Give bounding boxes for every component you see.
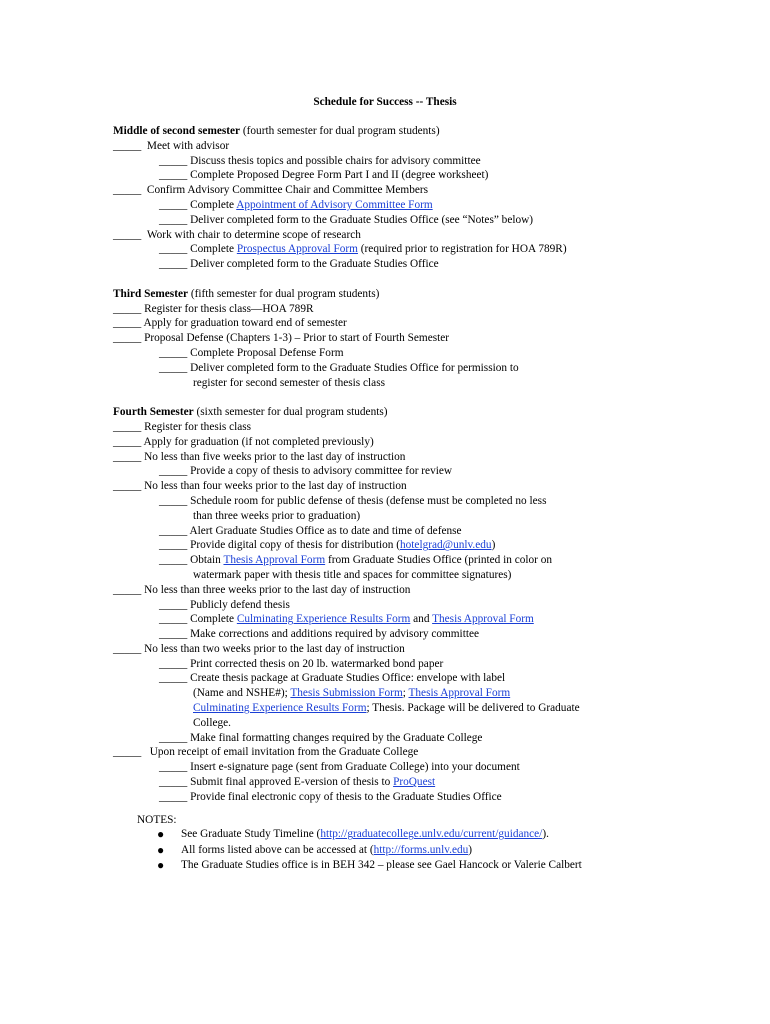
checklist-subitem-continued: watermark paper with thesis title and spaces for committee signatures) (193, 568, 512, 581)
checklist-subitem-continued: (Name and NSHE#); Thesis Submission Form; Thesis Approval Form (193, 687, 511, 700)
checklist-subitem: _____ Deliver completed form to the Graduate Studies Office (see “Notes” below) (159, 213, 534, 226)
checklist-subitem: _____ Complete Appointment of Advisory Committee Form (159, 198, 433, 211)
checklist-subitem: _____ Deliver completed form to the Graduate Studies Office for permission to (159, 361, 519, 374)
checklist-subitem: _____ Insert e-signature page (sent from Graduate College) into your document (159, 761, 520, 774)
checklist-subitem: _____ Discuss thesis topics and possible chairs for advisory committee (159, 154, 481, 167)
checklist-subitem: _____ Provide final electronic copy of thesis to the Graduate Studies Office (159, 790, 502, 803)
proquest-link[interactable]: ProQuest (393, 776, 436, 789)
checklist-subitem: _____ Publicly defend thesis (159, 598, 290, 611)
checklist-subitem-continued: Culminating Experience Results Form; Thesis. Package will be delivered to Graduate (193, 702, 580, 715)
note-item: ● The Graduate Studies office is in BEH 342 – please see Gael Hancock or Valerie Calbert (157, 858, 582, 873)
checklist-subitem: _____ Alert Graduate Studies Office as to date and time of defense (159, 524, 462, 537)
notes-heading: NOTES: (137, 813, 177, 826)
checklist-item: _____ Work with chair to determine scope of research (113, 228, 361, 241)
bullet-icon: ● (157, 827, 165, 842)
checklist-subitem: _____ Obtain Thesis Approval Form from Graduate Studies Office (printed in color on (159, 554, 553, 567)
note-item: ● See Graduate Study Timeline (http://graduatecollege.unlv.edu/current/guidance/). (157, 827, 549, 842)
checklist-subitem: _____ Provide a copy of thesis to advisory committee for review (159, 465, 453, 478)
note-item: ● All forms listed above can be accessed at (http://forms.unlv.edu) (157, 842, 473, 857)
checklist-item: _____ No less than three weeks prior to the last day of instruction (113, 583, 411, 596)
checklist-item: _____ Meet with advisor (113, 139, 230, 152)
checklist-item: _____ No less than four weeks prior to the last day of instruction (113, 480, 407, 493)
hotelgrad-email-link[interactable]: hotelgrad@unlv.edu (400, 539, 492, 552)
culminating-experience-form-link[interactable]: Culminating Experience Results Form (236, 613, 411, 626)
bullet-icon: ● (157, 842, 165, 857)
thesis-submission-form-link[interactable]: Thesis Submission Form (290, 687, 403, 700)
page-title: Schedule for Success -- Thesis (313, 96, 457, 108)
notes-list (137, 827, 633, 874)
checklist-subitem: _____ Provide digital copy of thesis for distribution (hotelgrad@unlv.edu) (159, 539, 496, 552)
thesis-approval-form-link[interactable]: Thesis Approval Form (408, 687, 511, 700)
forms-site-link[interactable]: http://forms.unlv.edu (373, 843, 469, 856)
checklist-subitem: _____ Make final formatting changes required by the Graduate College (159, 731, 483, 744)
checklist-subitem: _____ Deliver completed form to the Graduate Studies Office (159, 258, 439, 271)
checklist-subitem-continued: than three weeks prior to graduation) (193, 509, 361, 522)
prospectus-form-link[interactable]: Prospectus Approval Form (236, 243, 358, 256)
section-heading-third-semester: Third Semester (fifth semester for dual program students) (113, 287, 380, 300)
culminating-experience-form-link[interactable]: Culminating Experience Results Form (193, 702, 367, 715)
checklist-subitem: _____ Complete Prospectus Approval Form (required prior to registration for HOA 789R) (159, 243, 567, 256)
checklist-subitem: _____ Complete Proposed Degree Form Part I and II (degree worksheet) (159, 169, 489, 182)
notes-section (113, 813, 633, 874)
checklist-item: _____ Confirm Advisory Committee Chair and Committee Members (113, 184, 429, 197)
checklist-subitem: _____ Complete Culminating Experience Results Form and Thesis Approval Form (159, 613, 534, 626)
section-heading-fourth-semester: Fourth Semester (sixth semester for dual program students) (113, 406, 388, 419)
checklist-item: _____ No less than two weeks prior to the last day of instruction (113, 642, 405, 655)
document-body (113, 124, 633, 874)
checklist-subitem: _____ Print corrected thesis on 20 lb. watermarked bond paper (159, 657, 444, 670)
checklist-subitem-continued: College. (193, 716, 231, 729)
checklist-subitem: _____ Schedule room for public defense of thesis (defense must be completed no less (159, 494, 547, 507)
graduate-timeline-link[interactable]: http://graduatecollege.unlv.edu/current/guidance/ (320, 828, 543, 841)
bullet-icon: ● (157, 858, 165, 873)
checklist-item: _____ Upon receipt of email invitation from the Graduate College (113, 746, 419, 759)
checklist-item: _____ No less than five weeks prior to the last day of instruction (113, 450, 406, 463)
checklist-item: _____ Apply for graduation toward end of semester (113, 317, 347, 330)
checklist-subitem: _____ Submit final approved E-version of thesis to ProQuest (159, 776, 436, 789)
checklist-item: _____ Register for thesis class—HOA 789R (113, 302, 314, 315)
checklist-subitem: _____ Create thesis package at Graduate Studies Office: envelope with label (159, 672, 506, 685)
checklist-subitem-continued: register for second semester of thesis class (193, 376, 385, 389)
appointment-form-link[interactable]: Appointment of Advisory Committee Form (236, 198, 433, 211)
section-heading-second-semester: Middle of second semester (fourth semester for dual program students) (113, 125, 440, 137)
checklist-subitem: _____ Complete Proposal Defense Form (159, 346, 344, 359)
checklist-item: _____ Register for thesis class (113, 420, 252, 433)
thesis-approval-form-link[interactable]: Thesis Approval Form (223, 554, 326, 567)
checklist-subitem: _____ Make corrections and additions required by advisory committee (159, 628, 480, 641)
thesis-approval-form-link[interactable]: Thesis Approval Form (432, 613, 534, 626)
checklist-item: _____ Proposal Defense (Chapters 1-3) – Prior to start of Fourth Semester (113, 332, 450, 345)
checklist-item: _____ Apply for graduation (if not completed previously) (113, 435, 374, 448)
